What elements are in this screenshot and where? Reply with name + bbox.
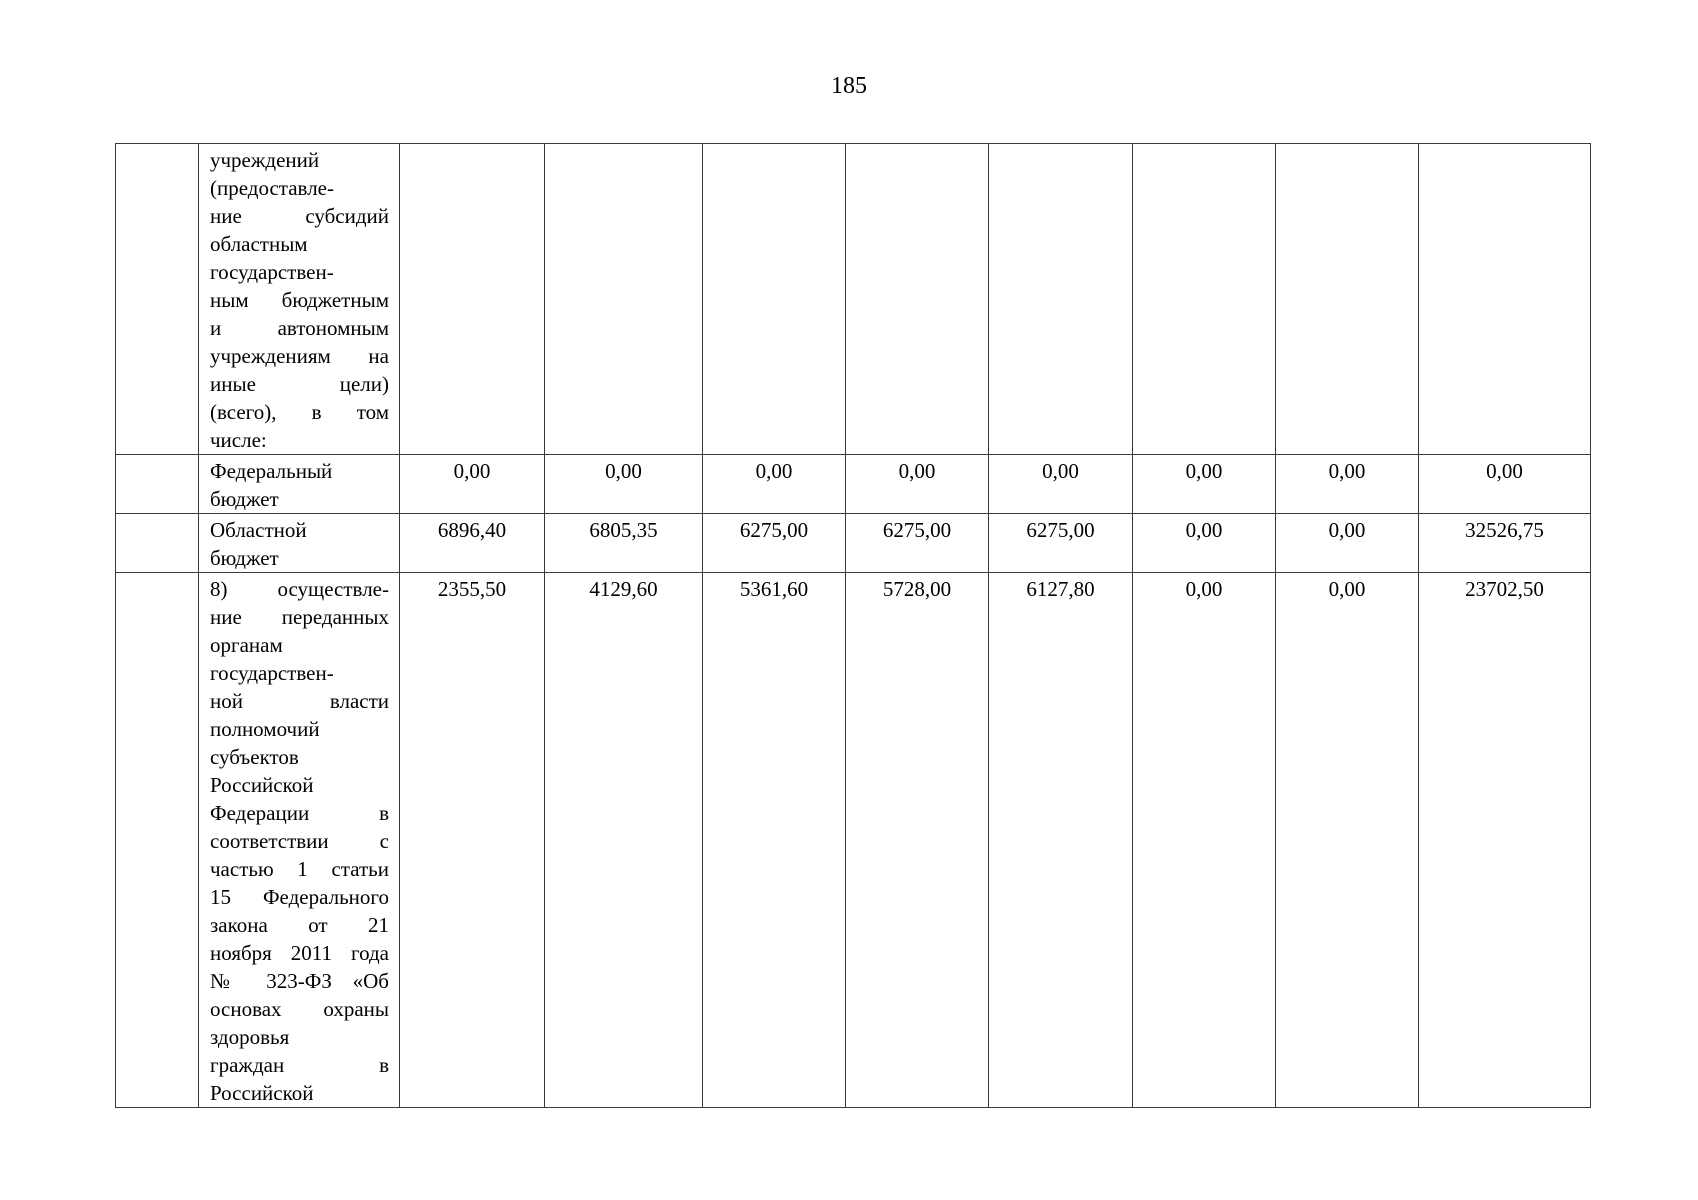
description-line: 15 Федерального bbox=[210, 885, 389, 909]
value-cell: 0,00 bbox=[1276, 455, 1419, 514]
table-row bbox=[116, 144, 1591, 455]
value-cell: 5728,00 bbox=[846, 573, 989, 1108]
value-cell: 6127,80 bbox=[989, 573, 1133, 1108]
value-cell: 0,00 bbox=[846, 455, 989, 514]
value-cell: 6275,00 bbox=[846, 514, 989, 573]
description-line: № 323-ФЗ «Об bbox=[210, 969, 389, 993]
value-cell: 4129,60 bbox=[545, 573, 703, 1108]
description-line: государствен- bbox=[210, 260, 334, 284]
table-row bbox=[116, 573, 1591, 1108]
description-line: Российской bbox=[210, 1081, 314, 1105]
description-line: (всего), в том bbox=[210, 400, 389, 424]
value-cell: 0,00 bbox=[1133, 514, 1276, 573]
value-cell bbox=[703, 144, 846, 455]
value-cell: 6896,40 bbox=[400, 514, 545, 573]
row-number-cell bbox=[116, 144, 199, 455]
value-cell: 0,00 bbox=[1419, 455, 1591, 514]
value-cell bbox=[400, 144, 545, 455]
value-cell: 0,00 bbox=[1133, 455, 1276, 514]
description-line: бюджет bbox=[210, 487, 279, 511]
row-number-cell bbox=[116, 455, 199, 514]
description-line: и автономным bbox=[210, 316, 389, 340]
description-line: 8) осуществле- bbox=[210, 577, 389, 601]
value-cell: 0,00 bbox=[989, 455, 1133, 514]
description-line: иные цели) bbox=[210, 372, 389, 396]
description-line: ние субсидий bbox=[210, 204, 389, 228]
page-number: 185 bbox=[831, 73, 867, 99]
description-cell bbox=[199, 573, 400, 1108]
description-cell bbox=[199, 455, 400, 514]
description-line: государствен- bbox=[210, 661, 334, 685]
description-line: учреждениям на bbox=[210, 344, 389, 368]
value-cell bbox=[1419, 144, 1591, 455]
description-line: ние переданных bbox=[210, 605, 389, 629]
budget-table bbox=[115, 143, 1591, 1108]
value-cell: 5361,60 bbox=[703, 573, 846, 1108]
description-line: ным бюджетным bbox=[210, 288, 389, 312]
description-line: закона от 21 bbox=[210, 913, 389, 937]
value-cell: 6805,35 bbox=[545, 514, 703, 573]
description-line: ноября 2011 года bbox=[210, 941, 389, 965]
value-cell: 6275,00 bbox=[989, 514, 1133, 573]
description-line: бюджет bbox=[210, 546, 279, 570]
value-cell: 0,00 bbox=[545, 455, 703, 514]
description-cell bbox=[199, 514, 400, 573]
description-cell bbox=[199, 144, 400, 455]
description-line: полномочий bbox=[210, 717, 320, 741]
value-cell bbox=[545, 144, 703, 455]
description-line: областным bbox=[210, 232, 308, 256]
description-line: граждан в bbox=[210, 1053, 389, 1077]
value-cell: 0,00 bbox=[400, 455, 545, 514]
description-line: Федеральный bbox=[210, 459, 333, 483]
table-row bbox=[116, 514, 1591, 573]
value-cell: 0,00 bbox=[703, 455, 846, 514]
value-cell bbox=[846, 144, 989, 455]
table-row bbox=[116, 455, 1591, 514]
value-cell: 0,00 bbox=[1276, 573, 1419, 1108]
description-line: учреждений bbox=[210, 148, 320, 172]
value-cell bbox=[989, 144, 1133, 455]
value-cell bbox=[1276, 144, 1419, 455]
row-number-cell bbox=[116, 573, 199, 1108]
description-line: Российской bbox=[210, 773, 314, 797]
value-cell: 0,00 bbox=[1276, 514, 1419, 573]
row-number-cell bbox=[116, 514, 199, 573]
value-cell: 0,00 bbox=[1133, 573, 1276, 1108]
value-cell bbox=[1133, 144, 1276, 455]
description-line: числе: bbox=[210, 428, 267, 452]
description-line: частью 1 статьи bbox=[210, 857, 389, 881]
description-line: субъектов bbox=[210, 745, 299, 769]
description-line: Федерации в bbox=[210, 801, 389, 825]
description-line: ной власти bbox=[210, 689, 389, 713]
description-line: органам bbox=[210, 633, 283, 657]
value-cell: 23702,50 bbox=[1419, 573, 1591, 1108]
description-line: здоровья bbox=[210, 1025, 290, 1049]
description-line: соответствии с bbox=[210, 829, 389, 853]
value-cell: 32526,75 bbox=[1419, 514, 1591, 573]
description-line: (предоставле- bbox=[210, 176, 334, 200]
description-line: Областной bbox=[210, 518, 307, 542]
value-cell: 6275,00 bbox=[703, 514, 846, 573]
value-cell: 2355,50 bbox=[400, 573, 545, 1108]
description-line: основах охраны bbox=[210, 997, 389, 1021]
